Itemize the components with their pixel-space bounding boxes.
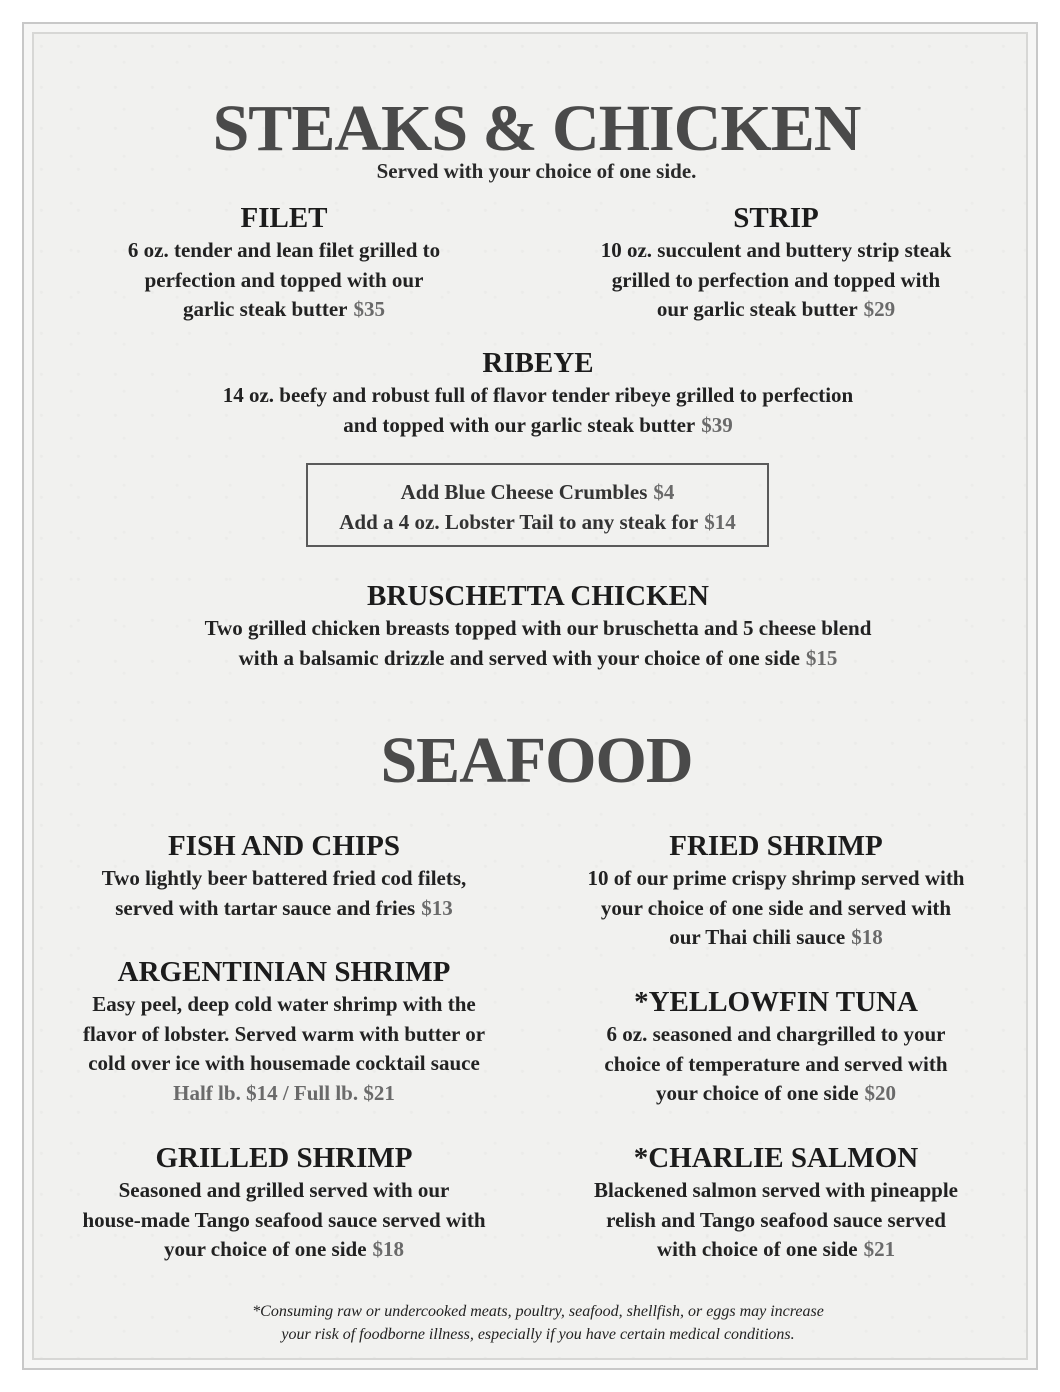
item-description: [100, 381, 976, 440]
desc-line: [64, 894, 504, 924]
item-price: $18: [851, 925, 883, 949]
desc-text: with choice of one side: [656, 1237, 858, 1261]
item-title: RIBEYE: [482, 347, 594, 379]
addon-lobster-tail: [308, 508, 767, 538]
desc-line: house-made Tango seafood sauce served with: [82, 1207, 486, 1232]
item-description: [566, 236, 986, 325]
item-description: [556, 864, 996, 953]
steaks-heading: STEAKS & CHICKEN: [212, 92, 861, 165]
desc-line: 10 of our prime crispy shrimp served with: [587, 866, 965, 890]
item-title: FISH AND CHIPS: [167, 830, 401, 862]
steaks-subheading: Served with your choice of one side.: [376, 159, 697, 183]
item-title: BRUSCHETTA CHICKEN: [367, 580, 709, 612]
addon-label: Add a 4 oz. Lobster Tail to any steak for: [339, 509, 699, 534]
item-description: [556, 1020, 996, 1109]
desc-line: Two lightly beer battered fried cod filets,: [101, 866, 467, 890]
desc-line: Blackened salmon served with pineapple: [593, 1178, 959, 1202]
desc-text: garlic steak butter: [183, 297, 348, 321]
item-description: [64, 864, 504, 923]
item-title: ARGENTINIAN SHRIMP: [117, 956, 451, 988]
menu-item-argentinian-shrimp: [54, 958, 514, 1108]
item-price: $20: [864, 1081, 897, 1105]
desc-line: Easy peel, deep cold water shrimp with the: [92, 992, 476, 1016]
desc-line: [556, 923, 996, 953]
seafood-heading: SEAFOOD: [380, 724, 693, 797]
menu-item-fish-and-chips: [64, 832, 504, 923]
desc-text: our Thai chili sauce: [669, 925, 846, 949]
desc-line: your choice of one side and served with: [600, 895, 952, 920]
item-price: Half lb. $14 / Full lb. $21: [173, 1080, 395, 1105]
item-title: *YELLOWFIN TUNA: [634, 986, 918, 1018]
item-title: GRILLED SHRIMP: [155, 1142, 413, 1174]
desc-line: [100, 411, 976, 441]
item-description: [100, 614, 976, 673]
menu-item-charlie-salmon: [556, 1144, 996, 1265]
desc-line: choice of temperature and served with: [604, 1051, 948, 1076]
desc-text: your choice of one side: [163, 1237, 367, 1261]
item-price: $39: [701, 412, 733, 437]
desc-line: [84, 295, 484, 325]
food-safety-disclaimer: [40, 1300, 1036, 1346]
desc-line: grilled to perfection and topped with: [611, 267, 941, 292]
desc-line: flavor of lobster. Served warm with butter or: [82, 1021, 486, 1046]
desc-line: [566, 295, 986, 325]
desc-line: 6 oz. seasoned and chargrilled to your: [606, 1022, 946, 1046]
item-price: $35: [353, 297, 385, 321]
item-title: *CHARLIE SALMON: [633, 1142, 919, 1174]
desc-text: served with tartar sauce and fries: [115, 895, 416, 920]
desc-line: Seasoned and grilled served with our: [118, 1178, 450, 1202]
desc-line: relish and Tango seafood sauce served: [606, 1207, 946, 1232]
desc-line: Two grilled chicken breasts topped with our bruschetta and 5 cheese blend: [204, 616, 872, 640]
item-description: [54, 1176, 514, 1265]
desc-line: 10 oz. succulent and buttery strip steak: [600, 238, 952, 262]
desc-line: perfection and topped with our: [144, 267, 424, 292]
desc-line: 14 oz. beefy and robust full of flavor tender ribeye grilled to perfection: [222, 383, 854, 407]
disclaimer-line: your risk of foodborne illness, especially if you have certain medical conditions.: [281, 1326, 795, 1343]
menu-item-ribeye: [100, 349, 976, 440]
desc-text: our garlic steak butter: [656, 297, 858, 321]
item-price: $13: [421, 895, 453, 920]
desc-text: and topped with our garlic steak butter: [343, 412, 696, 437]
desc-text: your choice of one side: [655, 1081, 859, 1105]
item-description: [54, 990, 514, 1108]
item-description: [556, 1176, 996, 1265]
item-description: [84, 236, 484, 325]
desc-line: [556, 1235, 996, 1265]
item-title: FILET: [240, 202, 328, 234]
desc-line: cold over ice with housemade cocktail sauce: [88, 1051, 480, 1075]
addon-blue-cheese: [308, 478, 767, 508]
desc-line: [556, 1079, 996, 1109]
disclaimer-line: *Consuming raw or undercooked meats, poultry, seafood, shellfish, or eggs may increase: [252, 1303, 824, 1320]
addon-price: $4: [653, 480, 675, 504]
menu-item-yellowfin-tuna: [556, 988, 996, 1109]
item-price: $29: [863, 297, 896, 321]
item-price: $15: [805, 645, 838, 670]
item-price: $21: [863, 1237, 896, 1261]
desc-line: [54, 1235, 514, 1265]
addon-price: $14: [704, 509, 736, 534]
addons-box: [306, 463, 769, 547]
item-price: $18: [372, 1237, 405, 1261]
desc-line: 6 oz. tender and lean filet grilled to: [127, 238, 441, 262]
desc-text: with a balsamic drizzle and served with your choice of one side: [238, 645, 800, 670]
item-title: STRIP: [733, 202, 819, 234]
menu-item-bruschetta-chicken: [100, 582, 976, 673]
addon-label: Add Blue Cheese Crumbles: [400, 480, 648, 504]
desc-line: [100, 644, 976, 674]
menu-item-strip: [566, 204, 986, 325]
menu-item-filet: [84, 204, 484, 325]
menu-item-grilled-shrimp: [54, 1144, 514, 1265]
menu-item-fried-shrimp: [556, 832, 996, 953]
item-title: FRIED SHRIMP: [669, 830, 883, 862]
